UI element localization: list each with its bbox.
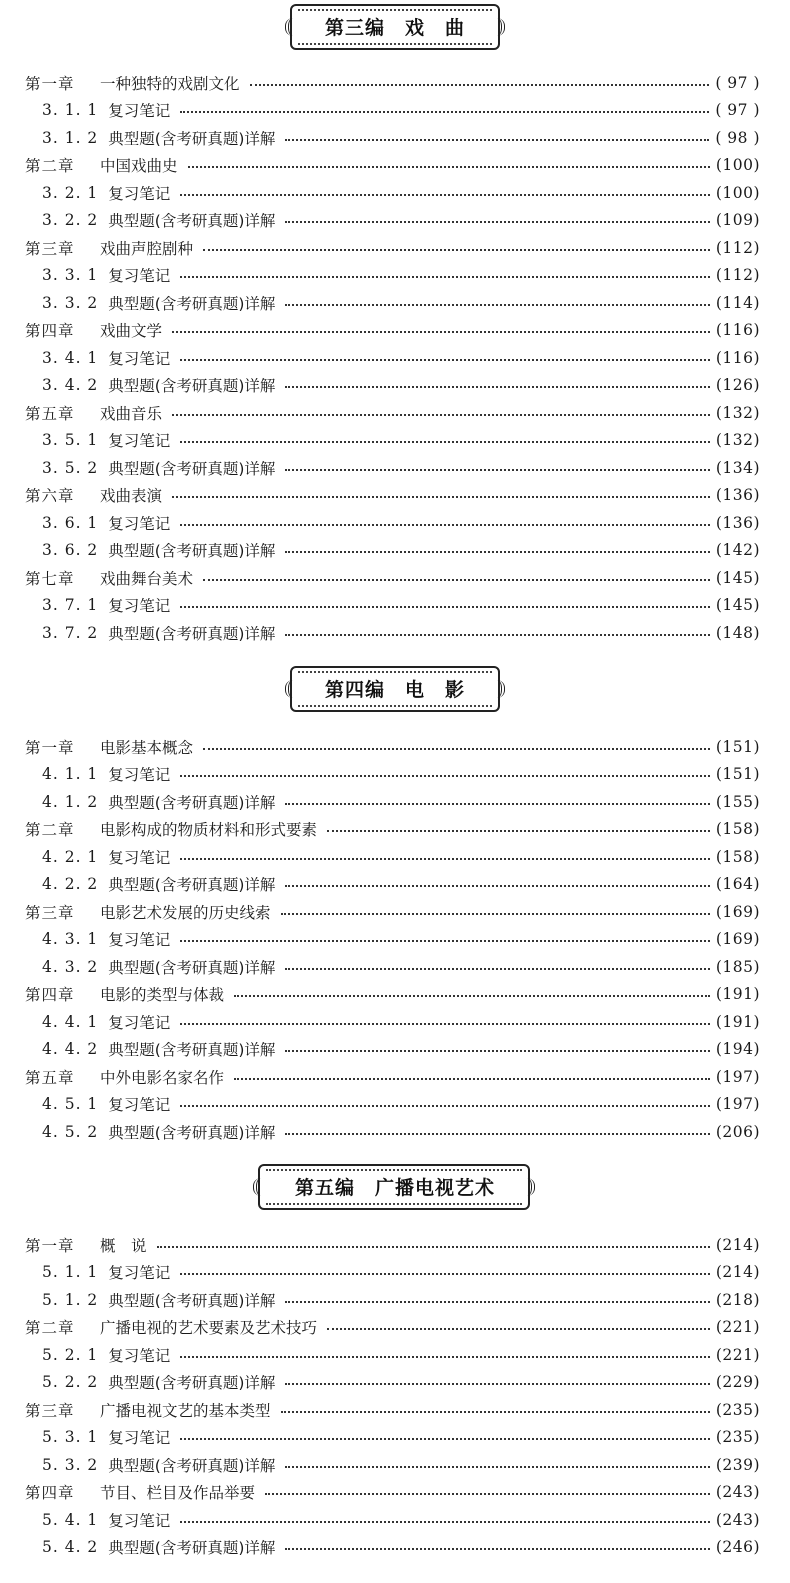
dot-leader: [180, 439, 710, 443]
toc-chapter-entry[interactable]: [25, 981, 760, 1009]
page-number: (145): [715, 596, 760, 615]
part-title: 第五编 广播电视艺术: [294, 1177, 495, 1199]
page-number: (243): [715, 1510, 760, 1529]
dot-leader: [285, 966, 709, 970]
part-banner: [0, 1164, 790, 1212]
page-number: (214): [715, 1235, 760, 1254]
section-title: 典型题(含考研真题)详解: [108, 958, 276, 977]
toc-section-entry[interactable]: [25, 179, 760, 207]
page-number: (151): [715, 737, 760, 756]
section-number: 3. 4. 2: [42, 376, 99, 395]
dot-leader: [285, 801, 709, 805]
dot-leader: [203, 577, 710, 581]
chapter-title: 一种独特的戏剧文化: [100, 74, 240, 93]
section-number: 5. 1. 2: [42, 1290, 99, 1309]
toc-chapter-entry[interactable]: [25, 1314, 760, 1342]
section-title: 复习笔记: [108, 766, 171, 785]
chapter-number: 第一章: [25, 1236, 75, 1255]
section-title: 典型题(含考研真题)详解: [108, 793, 276, 812]
section-title: 典型题(含考研真题)详解: [108, 1456, 276, 1475]
section-number: 3. 2. 1: [42, 183, 99, 202]
toc-chapter-entry[interactable]: [25, 564, 760, 592]
section-number: 4. 2. 2: [42, 875, 99, 894]
page-number: (218): [715, 1290, 760, 1309]
section-title: 典型题(含考研真题)详解: [108, 1374, 276, 1393]
chapter-number: 第三章: [25, 903, 75, 922]
page-number: (116): [715, 348, 760, 367]
section-title: 复习笔记: [108, 432, 171, 451]
dot-leader: [180, 1519, 710, 1523]
dot-leader: [157, 1244, 710, 1248]
dot-leader: [285, 549, 709, 553]
dot-leader: [285, 1464, 709, 1468]
dot-leader: [180, 522, 710, 526]
section-title: 典型题(含考研真题)详解: [108, 459, 276, 478]
toc-section-entry[interactable]: [25, 1008, 760, 1036]
page-number: (109): [715, 211, 760, 230]
section-title: 典型题(含考研真题)详解: [108, 876, 276, 895]
page-number: (235): [715, 1400, 760, 1419]
section-title: 复习笔记: [108, 1429, 171, 1448]
toc-section-entry[interactable]: [25, 1118, 760, 1146]
dot-leader: [180, 274, 710, 278]
chapter-title: 戏曲表演: [100, 487, 163, 506]
dot-leader: [180, 1103, 710, 1107]
page-number: (206): [715, 1122, 760, 1141]
toc-chapter-entry[interactable]: [25, 152, 760, 180]
dot-leader: [180, 109, 709, 113]
dot-leader: [180, 1271, 710, 1275]
page-number: (235): [715, 1428, 760, 1447]
page-number: (221): [715, 1345, 760, 1364]
section-title: 复习笔记: [108, 1264, 171, 1283]
section-title: 典型题(含考研真题)详解: [108, 377, 276, 396]
section-number: 4. 4. 2: [42, 1040, 99, 1059]
dot-leader: [285, 632, 709, 636]
section-title: 复习笔记: [108, 102, 171, 121]
section-title: 典型题(含考研真题)详解: [108, 624, 276, 643]
dot-leader: [234, 993, 710, 997]
section-title: 典型题(含考研真题)详解: [108, 1539, 276, 1558]
toc-list: [25, 733, 760, 1146]
page-number: (100): [715, 156, 760, 175]
section-number: 3. 6. 2: [42, 541, 99, 560]
page-number: (132): [715, 431, 760, 450]
dot-leader: [180, 604, 710, 608]
part-title: 第四编 电 影: [324, 679, 465, 701]
section-title: 复习笔记: [108, 349, 171, 368]
toc-section-entry[interactable]: [25, 926, 760, 954]
dot-leader: [250, 82, 710, 86]
section-number: 3. 3. 2: [42, 293, 99, 312]
chapter-number: 第三章: [25, 239, 75, 258]
section-number: 3. 2. 2: [42, 211, 99, 230]
part-banner: [0, 666, 790, 714]
section-number: 4. 5. 2: [42, 1122, 99, 1141]
page-number: (100): [715, 183, 760, 202]
page-number: (134): [715, 458, 760, 477]
chapter-title: 广播电视的艺术要素及艺术技巧: [100, 1319, 318, 1338]
page-number: (229): [715, 1373, 760, 1392]
dot-leader: [285, 1381, 709, 1385]
section-title: 典型题(含考研真题)详解: [108, 212, 276, 231]
page-number: (191): [715, 985, 760, 1004]
chapter-title: 节目、栏目及作品举要: [100, 1484, 256, 1503]
dot-leader: [234, 1076, 710, 1080]
toc-section-entry[interactable]: [25, 537, 760, 565]
toc-section-entry[interactable]: [25, 1341, 760, 1369]
section-title: 典型题(含考研真题)详解: [108, 294, 276, 313]
chapter-title: 概 说: [100, 1236, 147, 1255]
part-title: 第三编 戏 曲: [324, 17, 465, 39]
toc-chapter-entry[interactable]: [25, 1231, 760, 1259]
dot-leader: [180, 192, 710, 196]
toc-list: [25, 69, 760, 647]
dot-leader: [281, 911, 710, 915]
chapter-number: 第五章: [25, 404, 75, 423]
section-number: 4. 2. 1: [42, 847, 99, 866]
page-number: (112): [715, 266, 760, 285]
toc-section-entry[interactable]: [25, 871, 760, 899]
toc-section-entry[interactable]: [25, 1451, 760, 1479]
page-number: (243): [715, 1483, 760, 1502]
toc-section-entry[interactable]: [25, 124, 760, 152]
dot-leader: [265, 1491, 710, 1495]
toc-chapter-entry[interactable]: [25, 1063, 760, 1091]
section-title: 复习笔记: [108, 848, 171, 867]
section-number: 5. 2. 1: [42, 1345, 99, 1364]
page-number: (169): [715, 902, 760, 921]
page-number: (158): [715, 847, 760, 866]
toc-section-entry[interactable]: [25, 788, 760, 816]
toc-section-entry[interactable]: [25, 289, 760, 317]
toc-section-entry[interactable]: [25, 509, 760, 537]
toc-chapter-entry[interactable]: [25, 482, 760, 510]
chapter-number: 第六章: [25, 487, 75, 506]
page-number: (126): [715, 376, 760, 395]
section-title: 复习笔记: [108, 184, 171, 203]
dot-leader: [180, 773, 710, 777]
toc-section-entry[interactable]: [25, 262, 760, 290]
dot-leader: [180, 1436, 710, 1440]
toc-section-entry[interactable]: [25, 1036, 760, 1064]
dot-leader: [203, 746, 710, 750]
toc-chapter-entry[interactable]: [25, 234, 760, 262]
page-number: (136): [715, 486, 760, 505]
toc-section-entry[interactable]: [25, 843, 760, 871]
section-number: 3. 1. 1: [42, 101, 99, 120]
dot-leader: [180, 357, 710, 361]
dot-leader: [327, 828, 710, 832]
dot-leader: [172, 329, 710, 333]
chapter-number: 第二章: [25, 1319, 75, 1338]
dot-leader: [180, 1021, 710, 1025]
toc-section-entry[interactable]: [25, 207, 760, 235]
section-number: 5. 3. 2: [42, 1455, 99, 1474]
dot-leader: [285, 384, 709, 388]
page-number: (155): [715, 792, 760, 811]
dot-leader: [172, 494, 710, 498]
toc-section-entry[interactable]: [25, 427, 760, 455]
dot-leader: [285, 219, 709, 223]
page-number: (221): [715, 1318, 760, 1337]
page-number: (136): [715, 513, 760, 532]
chapter-number: 第四章: [25, 1484, 75, 1503]
page-number: (246): [715, 1538, 760, 1557]
toc-section-entry[interactable]: [25, 454, 760, 482]
chapter-number: 第三章: [25, 1401, 75, 1420]
chapter-title: 中外电影名家名作: [100, 1068, 225, 1087]
page-number: (197): [715, 1095, 760, 1114]
section-number: 3. 6. 1: [42, 513, 99, 532]
section-title: 典型题(含考研真题)详解: [108, 542, 276, 561]
section-title: 复习笔记: [108, 931, 171, 950]
toc-section-entry[interactable]: [25, 97, 760, 125]
section-title: 复习笔记: [108, 267, 171, 286]
toc-section-entry[interactable]: [25, 1091, 760, 1119]
toc-section-entry[interactable]: [25, 619, 760, 647]
toc-section-entry[interactable]: [25, 1424, 760, 1452]
toc-chapter-entry[interactable]: [25, 1396, 760, 1424]
dot-leader: [203, 247, 710, 251]
chapter-title: 电影艺术发展的历史线索: [100, 903, 271, 922]
chapter-number: 第一章: [25, 738, 75, 757]
toc-section-entry[interactable]: [25, 592, 760, 620]
chapter-number: 第七章: [25, 569, 75, 588]
page-number: (158): [715, 820, 760, 839]
toc-section-entry[interactable]: [25, 1286, 760, 1314]
toc-section-entry[interactable]: [25, 761, 760, 789]
toc-section-entry[interactable]: [25, 1506, 760, 1534]
toc-chapter-entry[interactable]: [25, 1479, 760, 1507]
section-number: 4. 1. 1: [42, 765, 99, 784]
page-number: ( 97 ): [715, 73, 760, 92]
section-title: 复习笔记: [108, 1013, 171, 1032]
section-number: 4. 3. 2: [42, 957, 99, 976]
section-number: 3. 1. 2: [42, 128, 99, 147]
toc-chapter-entry[interactable]: [25, 399, 760, 427]
section-number: 3. 5. 2: [42, 458, 99, 477]
page-number: (197): [715, 1067, 760, 1086]
section-title: 复习笔记: [108, 514, 171, 533]
section-number: 3. 7. 1: [42, 596, 99, 615]
page-number: (145): [715, 568, 760, 587]
page-number: (214): [715, 1263, 760, 1282]
section-title: 典型题(含考研真题)详解: [108, 1041, 276, 1060]
page-number: (112): [715, 238, 760, 257]
chapter-title: 戏曲音乐: [100, 404, 163, 423]
page-number: ( 98 ): [715, 128, 760, 147]
toc-chapter-entry[interactable]: [25, 317, 760, 345]
chapter-number: 第五章: [25, 1068, 75, 1087]
dot-leader: [188, 164, 710, 168]
page-number: (151): [715, 765, 760, 784]
toc-section-entry[interactable]: [25, 344, 760, 372]
page-number: (116): [715, 321, 760, 340]
toc-section-entry[interactable]: [25, 1534, 760, 1562]
section-number: 4. 5. 1: [42, 1095, 99, 1114]
section-title: 典型题(含考研真题)详解: [108, 1291, 276, 1310]
dot-leader: [281, 1409, 710, 1413]
section-number: 3. 3. 1: [42, 266, 99, 285]
dot-leader: [285, 1299, 709, 1303]
chapter-title: 电影基本概念: [100, 738, 194, 757]
chapter-number: 第二章: [25, 157, 75, 176]
toc-chapter-entry[interactable]: [25, 898, 760, 926]
section-number: 4. 1. 2: [42, 792, 99, 811]
section-number: 4. 3. 1: [42, 930, 99, 949]
dot-leader: [285, 467, 709, 471]
chapter-title: 戏曲文学: [100, 322, 163, 341]
toc-chapter-entry[interactable]: [25, 733, 760, 761]
section-number: 3. 7. 2: [42, 623, 99, 642]
page-number: (132): [715, 403, 760, 422]
toc-chapter-entry[interactable]: [25, 816, 760, 844]
dot-leader: [172, 412, 710, 416]
chapter-number: 第四章: [25, 986, 75, 1005]
part-banner: [0, 4, 790, 52]
section-number: 5. 4. 2: [42, 1538, 99, 1557]
section-number: 5. 3. 1: [42, 1428, 99, 1447]
chapter-number: 第四章: [25, 322, 75, 341]
section-number: 5. 4. 1: [42, 1510, 99, 1529]
page-number: (191): [715, 1012, 760, 1031]
chapter-title: 戏曲舞台美术: [100, 569, 194, 588]
section-number: 5. 2. 2: [42, 1373, 99, 1392]
chapter-title: 广播电视文艺的基本类型: [100, 1401, 271, 1420]
dot-leader: [285, 1546, 709, 1550]
section-title: 复习笔记: [108, 1511, 171, 1530]
section-title: 复习笔记: [108, 1096, 171, 1115]
section-title: 复习笔记: [108, 1346, 171, 1365]
chapter-number: 第二章: [25, 821, 75, 840]
chapter-number: 第一章: [25, 74, 75, 93]
dot-leader: [285, 137, 709, 141]
section-title: 典型题(含考研真题)详解: [108, 129, 276, 148]
chapter-title: 戏曲声腔剧种: [100, 239, 194, 258]
section-number: 3. 4. 1: [42, 348, 99, 367]
section-title: 典型题(含考研真题)详解: [108, 1123, 276, 1142]
section-number: 3. 5. 1: [42, 431, 99, 450]
page-number: (169): [715, 930, 760, 949]
page-number: (185): [715, 957, 760, 976]
toc-list: [25, 1231, 760, 1561]
section-number: 5. 1. 1: [42, 1263, 99, 1282]
dot-leader: [180, 1354, 710, 1358]
dot-leader: [285, 302, 709, 306]
dot-leader: [180, 938, 710, 942]
toc-section-entry[interactable]: [25, 1369, 760, 1397]
page-number: (148): [715, 623, 760, 642]
chapter-title: 电影构成的物质材料和形式要素: [100, 821, 318, 840]
dot-leader: [285, 883, 709, 887]
page-number: (142): [715, 541, 760, 560]
toc-section-entry[interactable]: [25, 372, 760, 400]
dot-leader: [327, 1326, 710, 1330]
page-number: (164): [715, 875, 760, 894]
toc-chapter-entry[interactable]: [25, 69, 760, 97]
dot-leader: [285, 1131, 709, 1135]
page-number: (114): [715, 293, 760, 312]
section-title: 复习笔记: [108, 597, 171, 616]
dot-leader: [180, 856, 710, 860]
chapter-title: 中国戏曲史: [100, 157, 178, 176]
toc-section-entry[interactable]: [25, 953, 760, 981]
section-number: 4. 4. 1: [42, 1012, 99, 1031]
toc-section-entry[interactable]: [25, 1259, 760, 1287]
dot-leader: [285, 1048, 709, 1052]
page-number: (194): [715, 1040, 760, 1059]
page-number: ( 97 ): [715, 101, 760, 120]
page-number: (239): [715, 1455, 760, 1474]
chapter-title: 电影的类型与体裁: [100, 986, 225, 1005]
